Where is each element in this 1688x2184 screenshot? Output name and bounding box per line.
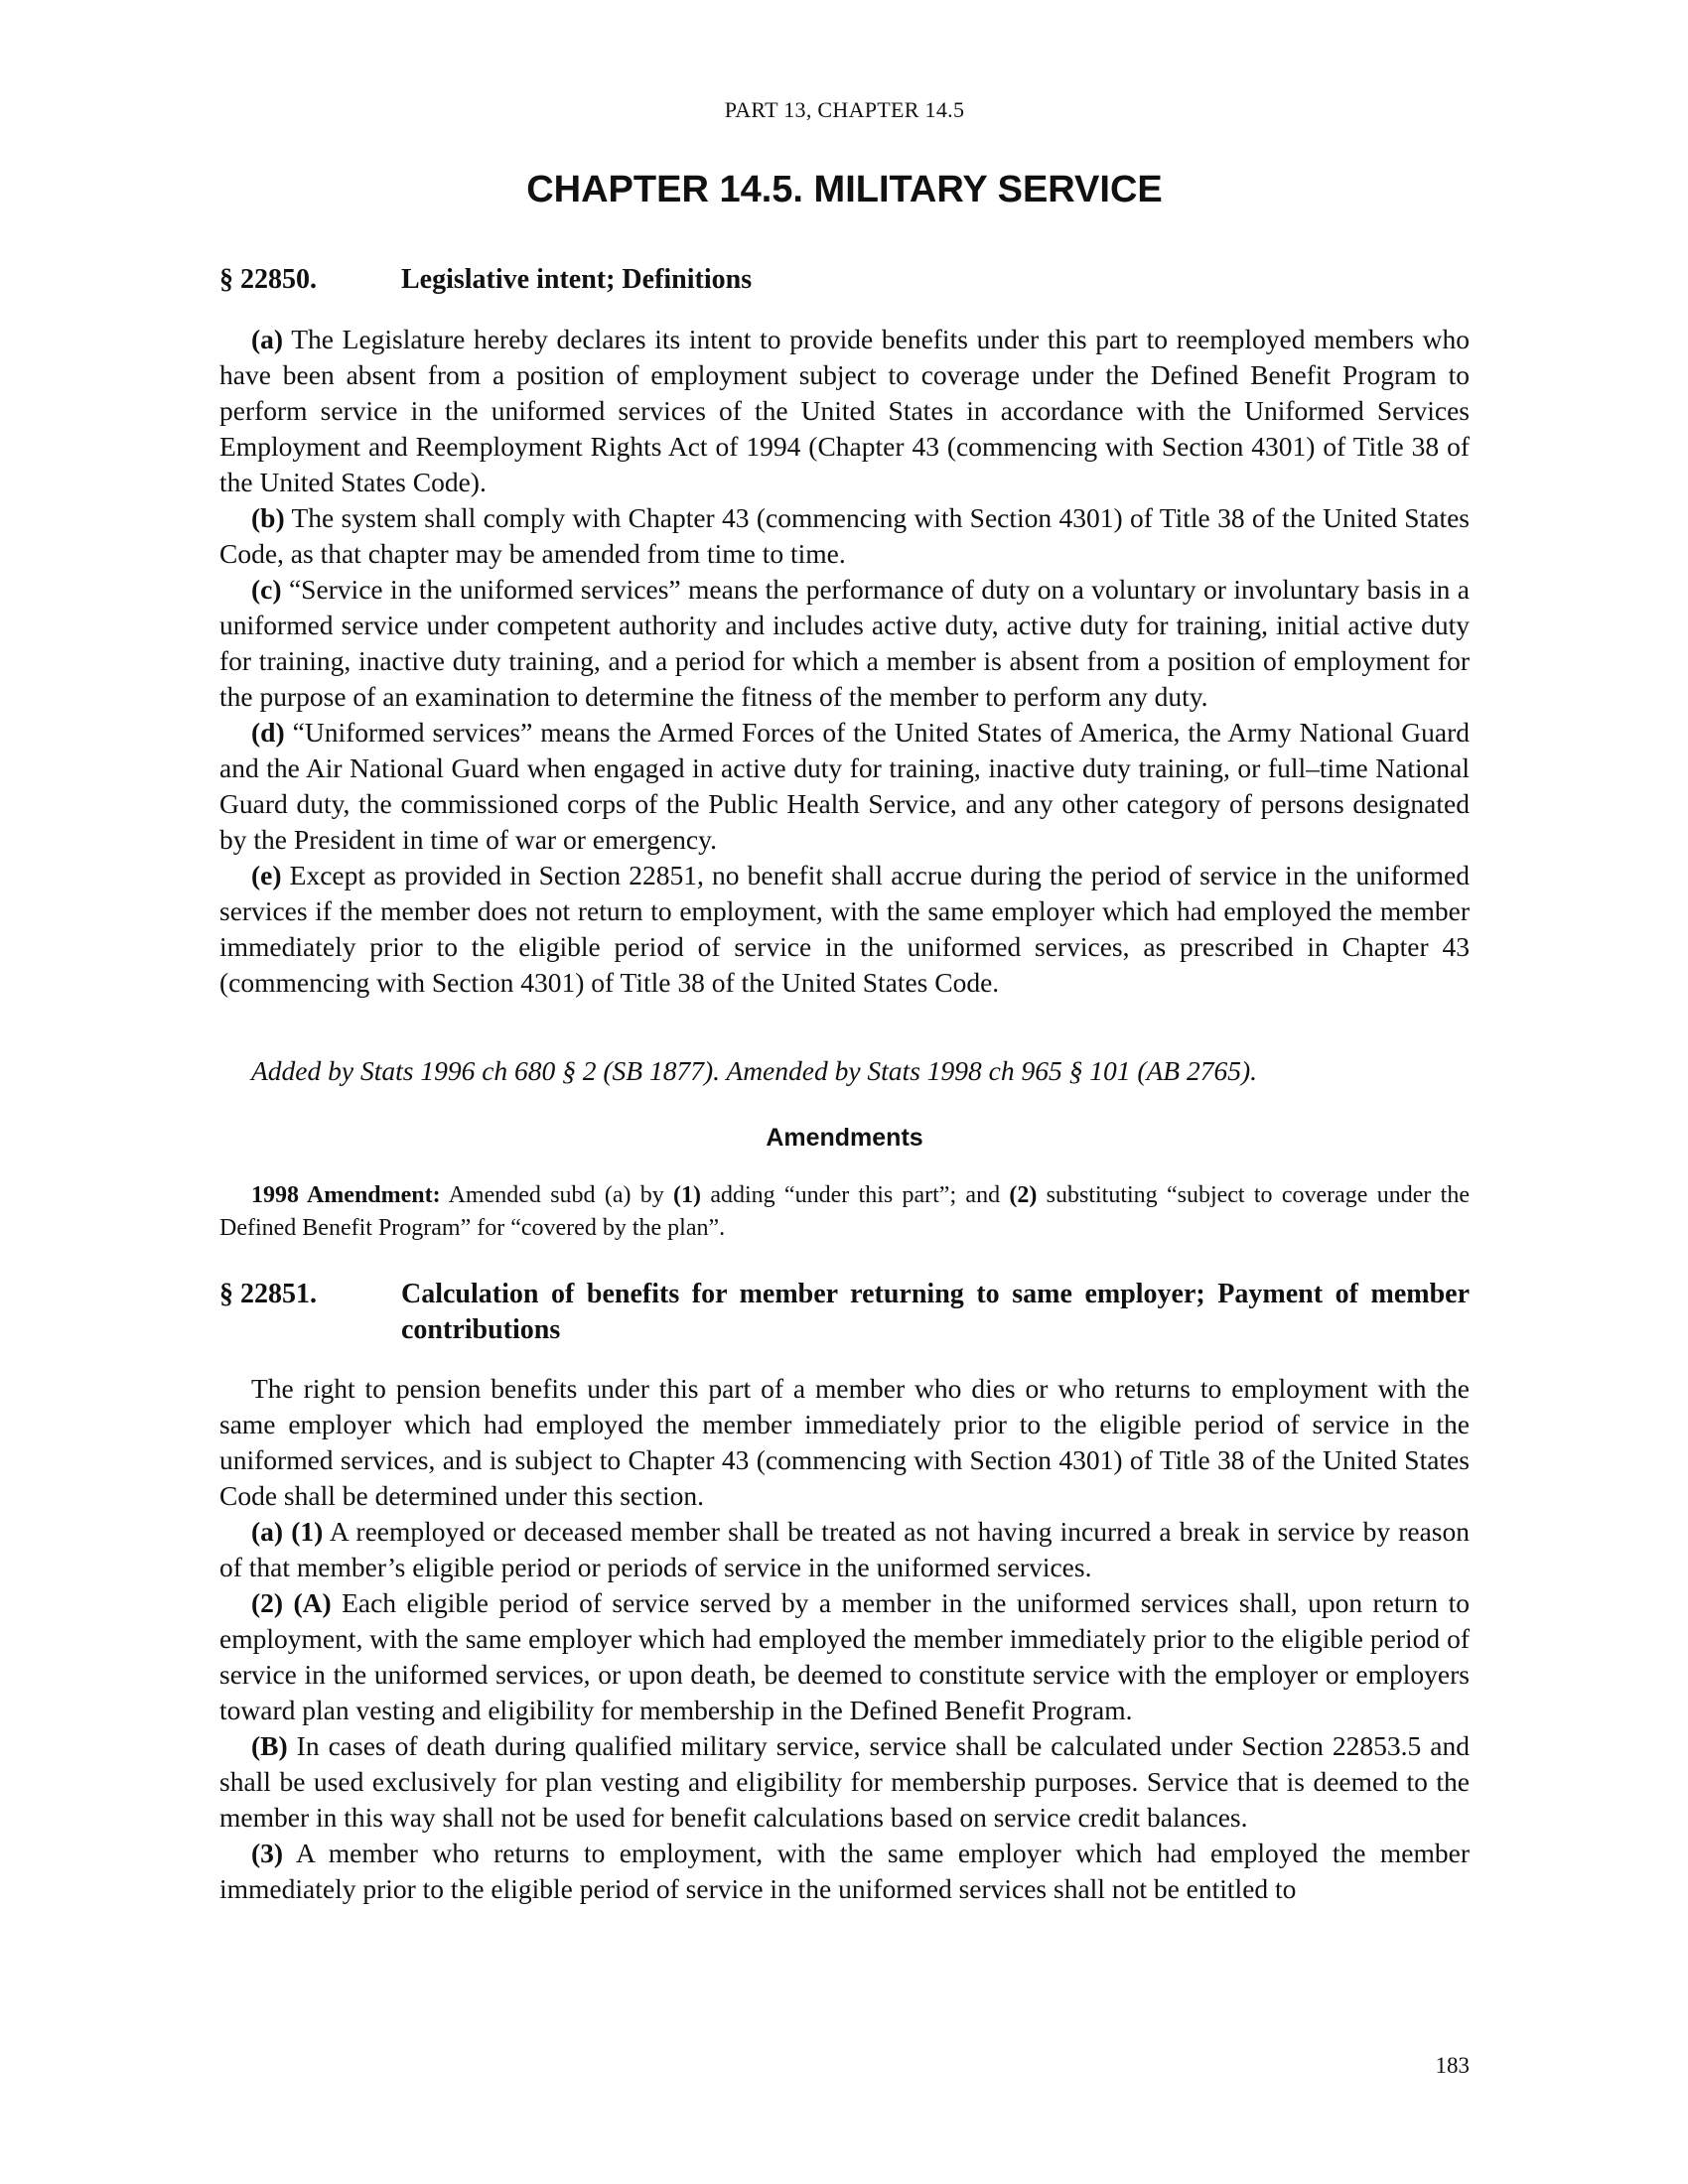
paragraph-d [219, 715, 1470, 858]
amendment-text: substituting “subject to coverage under the Defined Benefit Program” for “covered by the plan”. [219, 1182, 1471, 1241]
paragraph-a [219, 322, 1470, 500]
paragraph-text: “Uniformed services” means the Armed Forces of the United States of America, the Army National Guard and the Air National Guard when engaged in active duty for training, inactive duty training, or full–time National Guard duty, the commissioned corps of the Public Health Service, and any other category of persons designated by the President in time of war or emergency. [219, 717, 1470, 855]
page-number: 183 [1435, 2053, 1470, 2078]
amendments-heading: Amendments [766, 1124, 923, 1152]
paragraph-label: (B) [251, 1730, 288, 1761]
paragraph-e [219, 858, 1470, 1001]
section-22850-body [219, 322, 1470, 1001]
section-heading-22850 [219, 262, 1470, 298]
paragraph-b [219, 1728, 1470, 1836]
amendment-text: adding “under this part”; and [701, 1182, 1010, 1208]
paragraph-b [219, 500, 1470, 572]
section-22851-body [219, 1371, 1470, 1907]
intro-paragraph: The right to pension benefits under this part of a member who dies or who returns to employment with the same employer which had employed the member immediately prior to the eligible period of service in the uniformed services, and is subject to Chapter 43 (commencing with Section 4301) of Title 38 of the United States Code shall be determined under this section. [219, 1373, 1470, 1511]
paragraph-label: (c) [251, 574, 282, 605]
paragraph-label: (a) [251, 324, 284, 354]
section-number: § 22851. [219, 1279, 317, 1309]
paragraph-label: (2) (A) [251, 1587, 332, 1618]
paragraph-3 [219, 1836, 1470, 1907]
section-title: Legislative intent; Definitions [401, 264, 753, 295]
amendment-lead: 1998 Amendment: [251, 1182, 441, 1208]
chapter-title: CHAPTER 14.5. MILITARY SERVICE [526, 169, 1163, 210]
paragraph-text: The Legislature hereby declares its intent to provide benefits under this part to reemployed members who have been absent from a position of employment subject to coverage under the Defined Benefit Program to perform service in the uniformed services of the United States in accordance with the Uniformed Services Employment and Reemployment Rights Act of 1994 (Chapter 43 (commencing with Section 4301) of Title 38 of the United States Code). [219, 324, 1470, 497]
paragraph-a-1 [219, 1514, 1470, 1585]
paragraph-label: (d) [251, 717, 285, 748]
paragraph-label: (a) (1) [251, 1516, 324, 1547]
paragraph-text: The system shall comply with Chapter 43 (commencing with Section 4301) of Title 38 of the United States Code, as that chapter may be amended from time to time. [219, 502, 1470, 569]
paragraph-2-a [219, 1585, 1470, 1728]
paragraph-label: (3) [251, 1838, 284, 1868]
document-page [219, 0, 1470, 2184]
paragraph-text: “Service in the uniformed services” means the performance of duty on a voluntary or involuntary basis in a uniformed service under competent authority and includes active duty, active duty for training, initial active duty for training, inactive duty training, and a period for which a member is absent from a position of employment for the purpose of an examination to determine the fitness of the member to perform any duty. [219, 574, 1470, 712]
section-number: § 22850. [219, 264, 317, 295]
paragraph-text: Except as provided in Section 22851, no benefit shall accrue during the period of service in the uniformed services if the member does not return to employment, with the same employer which had employed the member immediately prior to the eligible period of service in the uniformed services, as prescribed in Chapter 43 (commencing with Section 4301) of Title 38 of the United States Code. [219, 860, 1470, 998]
amendment-item-number: (2) [1009, 1182, 1038, 1208]
paragraph-text: A member who returns to employment, with the same employer which had employed the member immediately prior to the eligible period of service in the uniformed services shall not be entitled to [219, 1838, 1470, 1904]
section-heading-22851 [219, 1277, 1470, 1348]
paragraph-text: Each eligible period of service served by a member in the uniformed services shall, upon return to employment, with the same employer which had employed the member immediately prior to the eligible period of service in the uniformed services, or upon death, be deemed to constitute service with the employer or employers toward plan vesting and eligibility for membership in the Defined Benefit Program. [219, 1587, 1470, 1725]
amendment-note [219, 1179, 1470, 1245]
paragraph-text: A reemployed or deceased member shall be treated as not having incurred a break in service by reason of that member’s eligible period or periods of service in the uniformed services. [219, 1516, 1470, 1582]
paragraph-text: In cases of death during qualified military service, service shall be calculated under Section 22853.5 and shall be used exclusively for plan vesting and eligibility for membership purposes. Service that is deemed to the member in this way shall not be used for benefit calculations based on service credit balances. [219, 1730, 1470, 1833]
amendment-item-number: (1) [673, 1182, 702, 1208]
amendment-text: Amended subd (a) by [440, 1182, 674, 1208]
section-title: Calculation of benefits for member returning to same employer; Payment of member contributions [401, 1279, 1470, 1345]
history-note: Added by Stats 1996 ch 680 § 2 (SB 1877). Amended by Stats 1998 ch 965 § 101 (AB 2765). [251, 1055, 1258, 1086]
running-head: PART 13, CHAPTER 14.5 [724, 97, 965, 122]
paragraph-label: (b) [251, 502, 285, 533]
paragraph-c [219, 572, 1470, 715]
paragraph-label: (e) [251, 860, 282, 890]
